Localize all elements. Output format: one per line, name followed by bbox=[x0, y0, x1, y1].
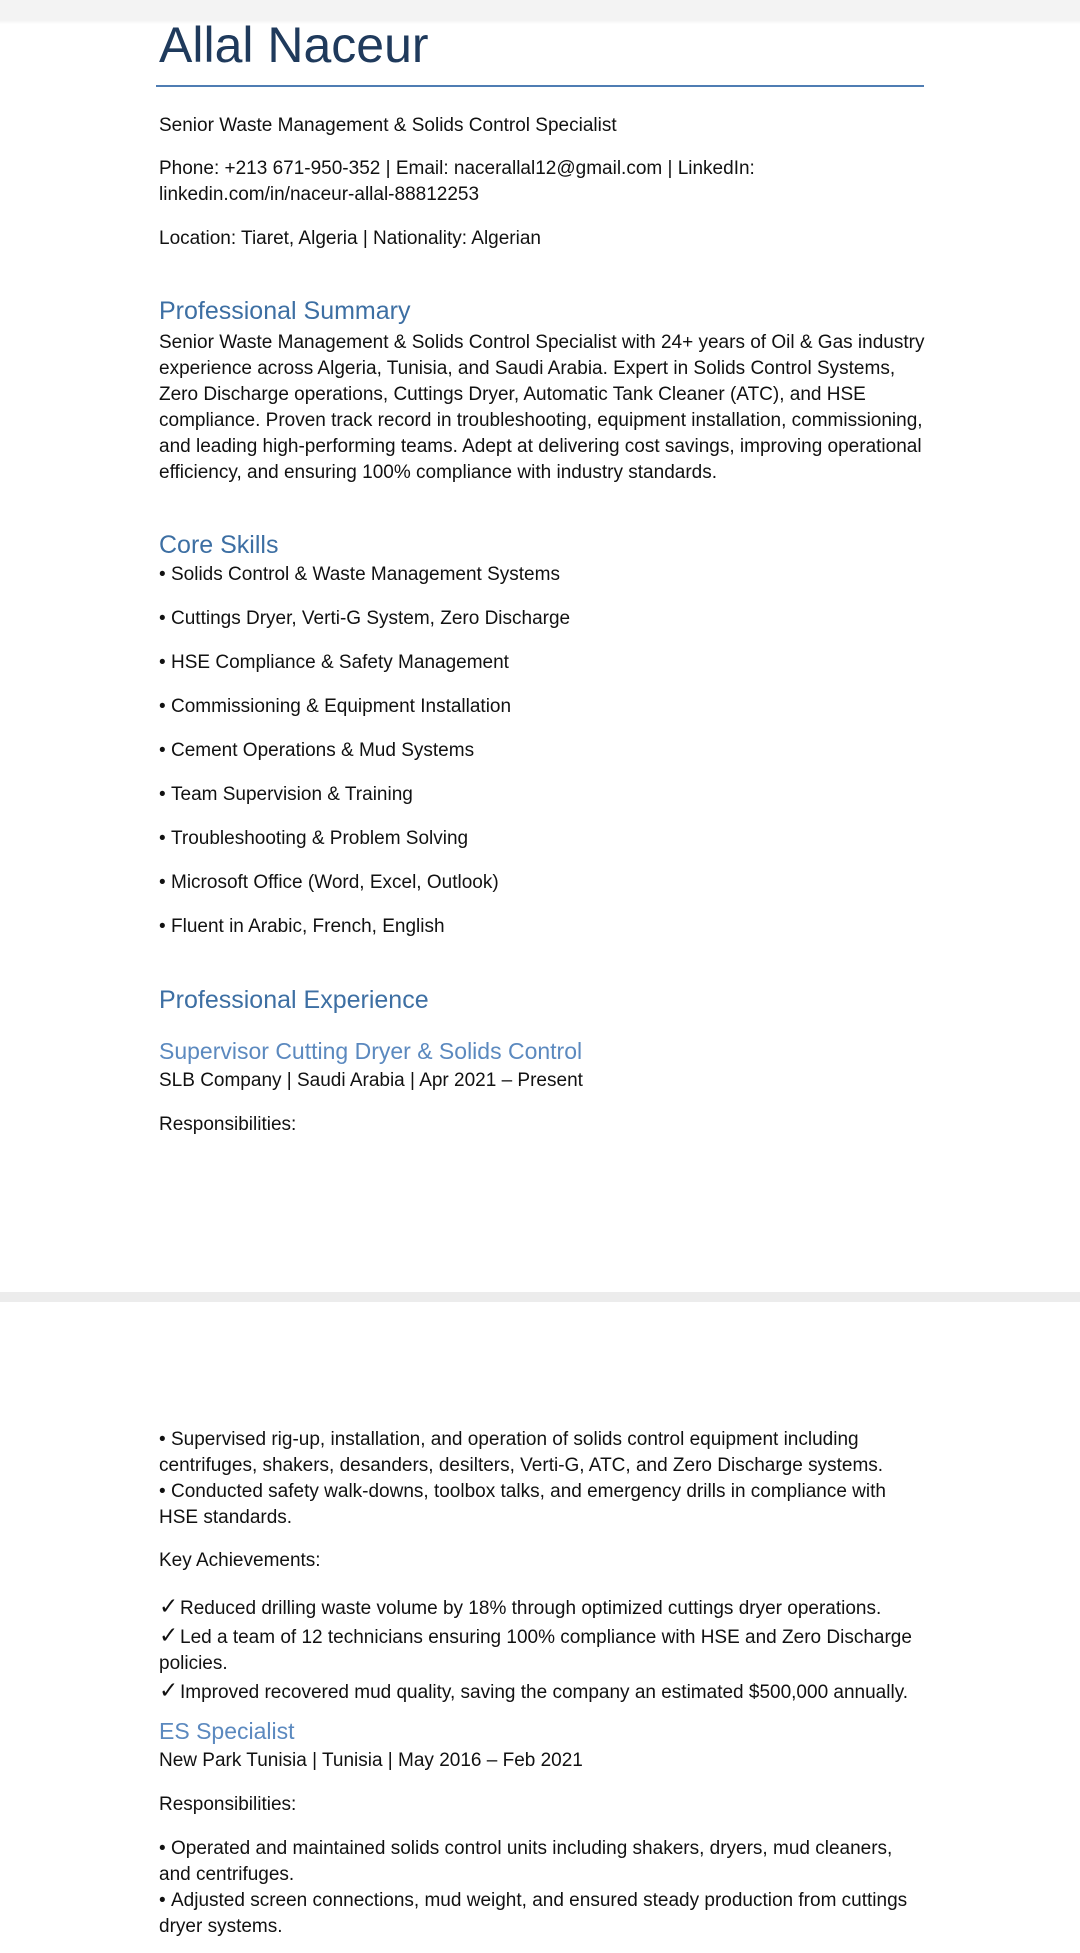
skill-item: • Troubleshooting & Problem Solving bbox=[159, 826, 929, 870]
contact-line: Phone: +213 671-950-352 | Email: nacerallal12@gmail.com | LinkedIn: linkedin.com/in/naceur-allal-88812253 bbox=[159, 158, 755, 205]
bullet-icon: • bbox=[159, 828, 166, 849]
bullet-icon: • bbox=[159, 696, 166, 717]
skill-item: • Team Supervision & Training bbox=[159, 782, 929, 826]
list-item: • Supervised rig-up, installation, and operation of solids control equipment including centrifuges, shakers, desanders, desilters, Verti-G, ATC, and Zero Discharge systems. bbox=[159, 1429, 884, 1476]
list-item: ✓Reduced drilling waste volume by 18% through optimized cuttings dryer operations. bbox=[159, 1593, 882, 1619]
responsibilities-label-1: Responsibilities: bbox=[159, 1114, 297, 1135]
list-item: • Operated and maintained solids control units including shakers, dryers, mud cleaners, and centrifuges. bbox=[159, 1838, 893, 1885]
bullet-icon: • bbox=[159, 652, 166, 673]
experience-heading: Professional Experience bbox=[159, 986, 429, 1014]
achievements-list-1 bbox=[159, 1593, 929, 1706]
bullet-icon: • bbox=[159, 1481, 166, 1502]
skill-item: • Solids Control & Waste Management Systems bbox=[159, 562, 929, 606]
responsibilities-list-1 bbox=[159, 1427, 929, 1531]
list-item: ✓Improved recovered mud quality, saving the company an estimated $500,000 annually. bbox=[159, 1677, 909, 1703]
job-meta-2: New Park Tunisia | Tunisia | May 2016 – Feb 2021 bbox=[159, 1750, 583, 1771]
bullet-icon: • bbox=[159, 740, 166, 761]
list-item: • Conducted safety walk-downs, toolbox talks, and emergency drills in compliance with HSE standards. bbox=[159, 1481, 886, 1528]
skills-heading: Core Skills bbox=[159, 531, 279, 559]
achievements-label-1: Key Achievements: bbox=[159, 1550, 321, 1571]
skill-item: • Fluent in Arabic, French, English bbox=[159, 914, 929, 958]
bullet-icon: • bbox=[159, 784, 166, 805]
bullet-icon: • bbox=[159, 608, 166, 629]
bullet-icon: • bbox=[159, 916, 166, 937]
skills-list bbox=[159, 562, 929, 958]
skill-item: • Microsoft Office (Word, Excel, Outlook) bbox=[159, 870, 929, 914]
bullet-icon: • bbox=[159, 1838, 166, 1859]
page-break bbox=[0, 1292, 1080, 1302]
responsibilities-label-2: Responsibilities: bbox=[159, 1794, 297, 1815]
skill-item: • Cement Operations & Mud Systems bbox=[159, 738, 929, 782]
job-title: Senior Waste Management & Solids Control Specialist bbox=[159, 115, 617, 136]
checkmark-icon: ✓ bbox=[159, 1622, 179, 1648]
skill-item: • Commissioning & Equipment Installation bbox=[159, 694, 929, 738]
location-line: Location: Tiaret, Algeria | Nationality: Algerian bbox=[159, 228, 541, 249]
checkmark-icon: ✓ bbox=[159, 1593, 179, 1619]
bullet-icon: • bbox=[159, 872, 166, 893]
list-item: • Adjusted screen connections, mud weight, and ensured steady production from cuttings dryer systems. bbox=[159, 1890, 908, 1937]
bullet-icon: • bbox=[159, 1429, 166, 1450]
summary-text: Senior Waste Management & Solids Control Specialist with 24+ years of Oil & Gas industry experience across Algeria, Tunisia, and Saudi Arabia. Expert in Solids Control Systems, Zero Discharge operations, Cuttings Dryer, Automatic Tank Cleaner (ATC), and HSE compliance. Proven track record in troubleshooting, equipment installation, commissioning, and leading high-performing teams. Adept at delivering cost savings, improving operational efficiency, and ensuring 100% compliance with industry standards. bbox=[159, 332, 925, 483]
responsibilities-list-2 bbox=[159, 1836, 929, 1940]
list-item: ✓Led a team of 12 technicians ensuring 100% compliance with HSE and Zero Discharge policies. bbox=[159, 1622, 912, 1674]
job-title-2: ES Specialist bbox=[159, 1718, 295, 1744]
bullet-icon: • bbox=[159, 564, 166, 585]
checkmark-icon: ✓ bbox=[159, 1677, 179, 1703]
candidate-name: Allal Naceur bbox=[159, 17, 429, 73]
header-divider bbox=[156, 85, 924, 87]
skill-item: • HSE Compliance & Safety Management bbox=[159, 650, 929, 694]
job-meta-1: SLB Company | Saudi Arabia | Apr 2021 – Present bbox=[159, 1070, 583, 1091]
job-title-1: Supervisor Cutting Dryer & Solids Control bbox=[159, 1038, 583, 1064]
bullet-icon: • bbox=[159, 1890, 166, 1911]
skill-item: • Cuttings Dryer, Verti-G System, Zero Discharge bbox=[159, 606, 929, 650]
summary-heading: Professional Summary bbox=[159, 297, 411, 325]
